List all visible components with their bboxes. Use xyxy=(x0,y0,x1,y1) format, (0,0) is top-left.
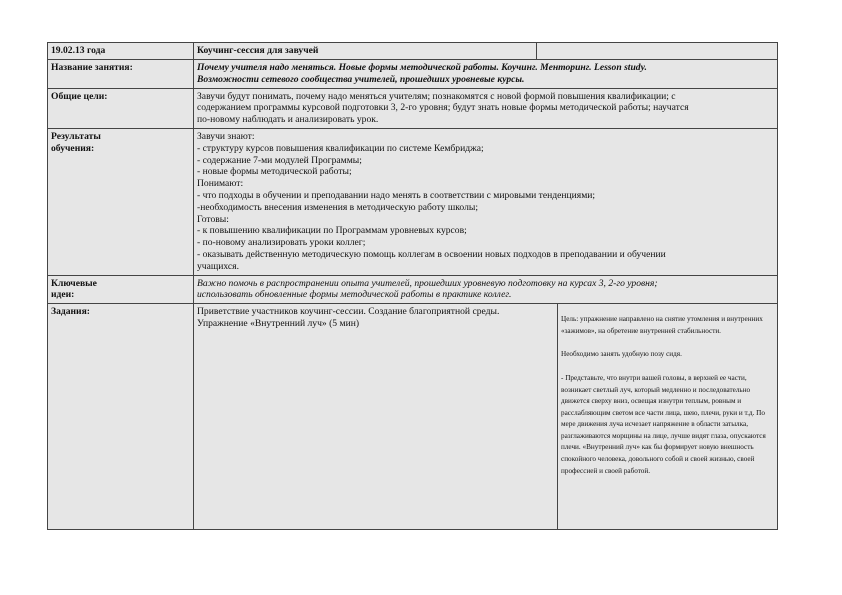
goals-value xyxy=(194,88,778,128)
exercise-description xyxy=(557,304,777,529)
results-line: - к повышению квалификации по Программам уровневых курсов; xyxy=(197,225,467,237)
goals-row xyxy=(48,88,778,128)
tasks-line: Приветствие участников коучинг-сессии. Создание благоприятной среды. xyxy=(197,306,500,318)
header-row xyxy=(48,43,778,60)
lesson-plan-page xyxy=(47,42,777,530)
results-line: Завучи знают: xyxy=(197,130,255,142)
lesson-name-label: Название занятия: xyxy=(48,60,194,89)
results-line: Понимают: xyxy=(197,178,244,190)
exercise-instructions-text: - Представьте, что внутри вашей головы, в верхней ее части, возникает светлый луч, который медленно и последовательно движется сверху вниз, освещая изнутри теплым, ровным и расслабляющим светом все части лица, шею, плечи, руки и т.д. По мере движения луча исчезает напряжение в области затылка, разглаживаются морщины на лице, лучше видят глаза, опускаются плечи. «Внутренний луч» как бы формирует новую внешность спокойного человека, довольного собой и своей жизнью, своей профессией и своей работой. xyxy=(561,373,766,475)
results-label-line: Результаты xyxy=(51,130,101,142)
tasks-label: Задания: xyxy=(48,304,194,530)
tasks-row xyxy=(48,304,778,530)
results-line: - содержание 7-ми модулей Программы; xyxy=(197,154,362,166)
tasks-line: Упражнение «Внутренний луч» (5 мин) xyxy=(197,317,360,329)
results-row xyxy=(48,128,778,275)
results-line: - оказывать действенную методическую помощь коллегам в освоении новых подходов в преподавании и обучении xyxy=(197,248,666,260)
tasks-inner xyxy=(194,304,777,529)
goals-line: содержанием программы курсовой подготовки 3, 2-го уровня; будут знать новые формы методической работы; научатся xyxy=(197,102,689,114)
header-empty-cell xyxy=(537,43,778,60)
results-line: -необходимость внесения изменения в методическую работу школы; xyxy=(197,201,478,213)
results-line: Готовы: xyxy=(197,213,229,225)
key-ideas-line: использовать обновленные формы методической работы в практике коллег. xyxy=(197,289,512,301)
key-ideas-label xyxy=(48,275,194,304)
results-line: учащихся. xyxy=(197,260,239,272)
session-title-cell: Коучинг-сессия для завучей xyxy=(194,43,537,60)
results-line: - новые формы методической работы; xyxy=(197,166,352,178)
key-ideas-line: Важно помочь в распространении опыта учителей, прошедших уровневую подготовку на курсах 3, 2-го уровня; xyxy=(197,277,658,289)
lesson-name-line: Возможности сетевого сообщества учителей, прошедших уровневые курсы. xyxy=(197,73,525,85)
goals-label: Общие цели: xyxy=(48,88,194,128)
lesson-plan-table xyxy=(47,42,778,530)
lesson-name-value xyxy=(194,60,778,89)
results-value xyxy=(194,128,778,275)
results-line: - что подходы в обучении и преподавании надо менять в соответствии с мировыми тенденциями; xyxy=(197,189,596,201)
exercise-goal-text: Цель: упражнение направлено на снятие утомления и внутренних «зажимов», на обретение внутренней стабильности. xyxy=(561,315,763,335)
results-label xyxy=(48,128,194,275)
results-line: - структуру курсов повышения квалификации по системе Кембриджа; xyxy=(197,142,484,154)
tasks-value xyxy=(194,304,778,530)
results-label-line: обучения: xyxy=(51,142,95,154)
key-ideas-label-line: Ключевые xyxy=(51,277,97,289)
goals-line: Завучи будут понимать, почему надо меняться учителям; познакомятся с новой формой повышения квалификации; с xyxy=(197,90,676,102)
goals-line: по-новому наблюдать и анализировать урок. xyxy=(197,114,379,126)
lesson-name-line: Почему учителя надо меняться. Новые формы методической работы. Коучинг. Менторинг. Lesson study. xyxy=(197,62,647,73)
results-line: - по-новому анализировать уроки коллег; xyxy=(197,237,366,249)
lesson-name-row xyxy=(48,60,778,89)
exercise-posture-text: Необходимо занять удобную позу сидя. xyxy=(561,350,682,359)
key-ideas-value xyxy=(194,275,778,304)
key-ideas-label-line: идеи: xyxy=(51,289,75,301)
tasks-left xyxy=(194,304,557,529)
date-cell: 19.02.13 года xyxy=(48,43,194,60)
key-ideas-row xyxy=(48,275,778,304)
